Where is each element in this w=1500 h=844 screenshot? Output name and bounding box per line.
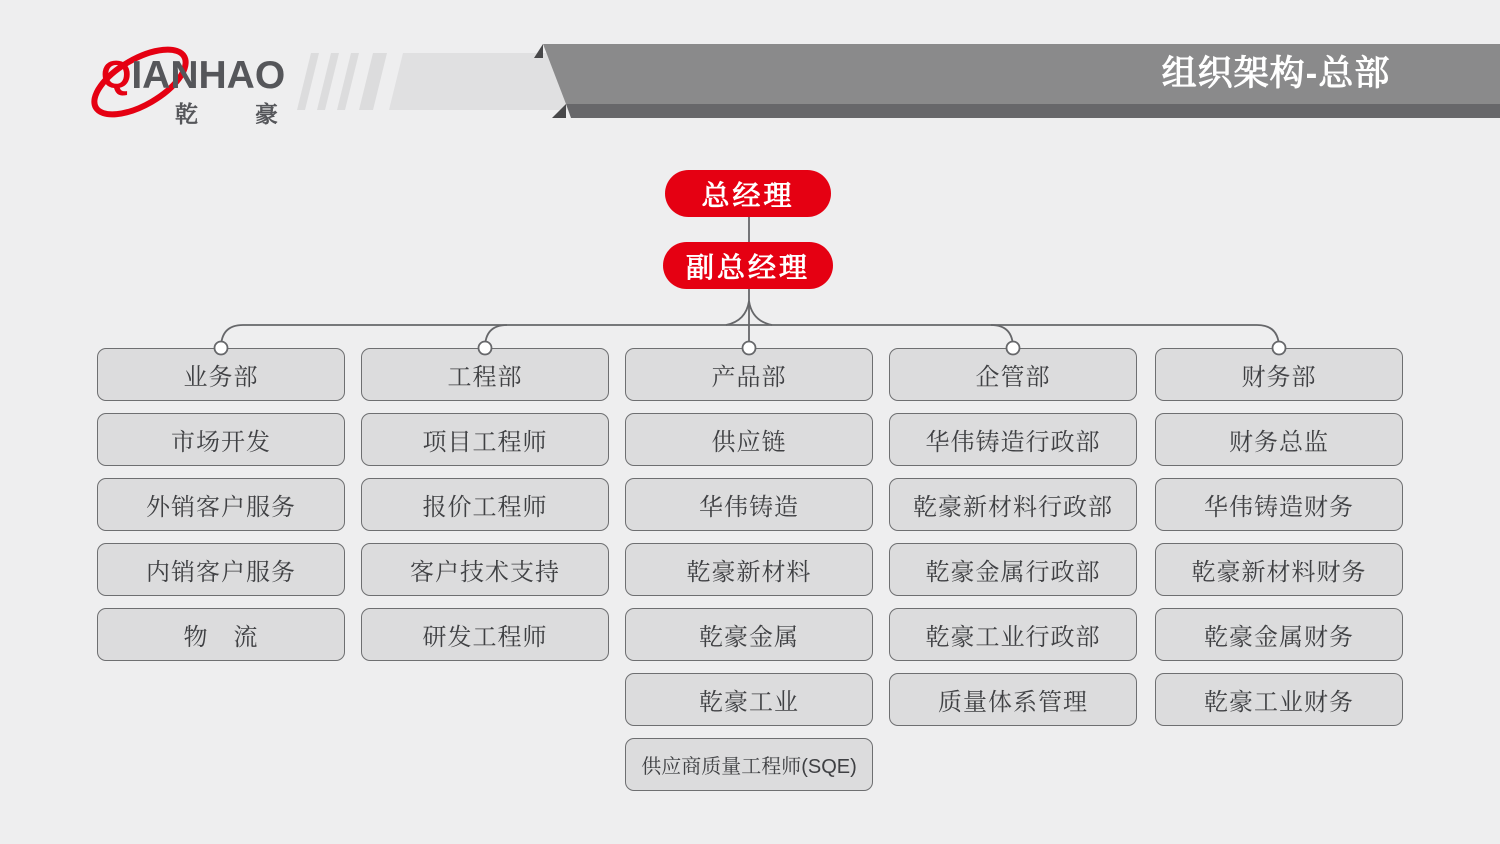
- dept-box: 业务部: [97, 348, 345, 401]
- sub-dept-box: 物 流: [97, 608, 345, 661]
- sub-dept-box: 供应链: [625, 413, 873, 466]
- connector-flare-left: [726, 301, 749, 325]
- sub-dept-box: 乾豪金属: [625, 608, 873, 661]
- connector-trunk: [221, 325, 1279, 348]
- org-column-3: [625, 348, 873, 803]
- connector-drop-col2: [485, 325, 507, 348]
- sub-dept-box: 项目工程师: [361, 413, 609, 466]
- sub-dept-box: 华伟铸造财务: [1155, 478, 1403, 531]
- org-node-general-manager: 总经理: [665, 170, 831, 217]
- sub-dept-box: 内销客户服务: [97, 543, 345, 596]
- light-ribbon: [389, 53, 573, 110]
- sub-dept-box: 质量体系管理: [889, 673, 1137, 726]
- sub-dept-box: 华伟铸造行政部: [889, 413, 1137, 466]
- org-column-5: [1155, 348, 1403, 738]
- dept-box: 产品部: [625, 348, 873, 401]
- sub-dept-box: 乾豪工业行政部: [889, 608, 1137, 661]
- company-logo: [85, 42, 295, 132]
- sub-dept-box: 乾豪金属财务: [1155, 608, 1403, 661]
- sub-dept-box: 供应商质量工程师(SQE): [625, 738, 873, 791]
- sub-dept-box: 外销客户服务: [97, 478, 345, 531]
- sub-dept-box: 乾豪新材料: [625, 543, 873, 596]
- org-column-2: [361, 348, 609, 673]
- logo-cjk-name: 乾 豪: [175, 101, 295, 127]
- sub-dept-box: 报价工程师: [361, 478, 609, 531]
- sub-dept-box: 乾豪工业财务: [1155, 673, 1403, 726]
- org-column-1: [97, 348, 345, 673]
- sub-dept-box: 乾豪工业: [625, 673, 873, 726]
- dept-box: 工程部: [361, 348, 609, 401]
- page-title: 组织架构-总部: [1161, 54, 1391, 93]
- sub-dept-box: 乾豪新材料行政部: [889, 478, 1137, 531]
- sub-dept-box: 乾豪新材料财务: [1155, 543, 1403, 596]
- logo-letters-rest: IANHAO: [131, 54, 286, 97]
- org-column-4: [889, 348, 1137, 738]
- sub-dept-box: 乾豪金属行政部: [889, 543, 1137, 596]
- sub-dept-box: 市场开发: [97, 413, 345, 466]
- dept-box: 企管部: [889, 348, 1137, 401]
- connector-drop-col4: [991, 325, 1013, 348]
- sub-dept-box: 财务总监: [1155, 413, 1403, 466]
- connector-flare-right: [749, 301, 772, 325]
- org-node-deputy-general-manager: 副总经理: [663, 242, 833, 289]
- logo-letter-q: Q: [101, 54, 132, 97]
- slash-stripes-decoration: [297, 53, 387, 110]
- logo-wordmark: [101, 54, 285, 98]
- dept-box: 财务部: [1155, 348, 1403, 401]
- sub-dept-box: 研发工程师: [361, 608, 609, 661]
- sub-dept-box: 客户技术支持: [361, 543, 609, 596]
- sub-dept-box: 华伟铸造: [625, 478, 873, 531]
- title-banner-shadow-strip: [566, 104, 1500, 118]
